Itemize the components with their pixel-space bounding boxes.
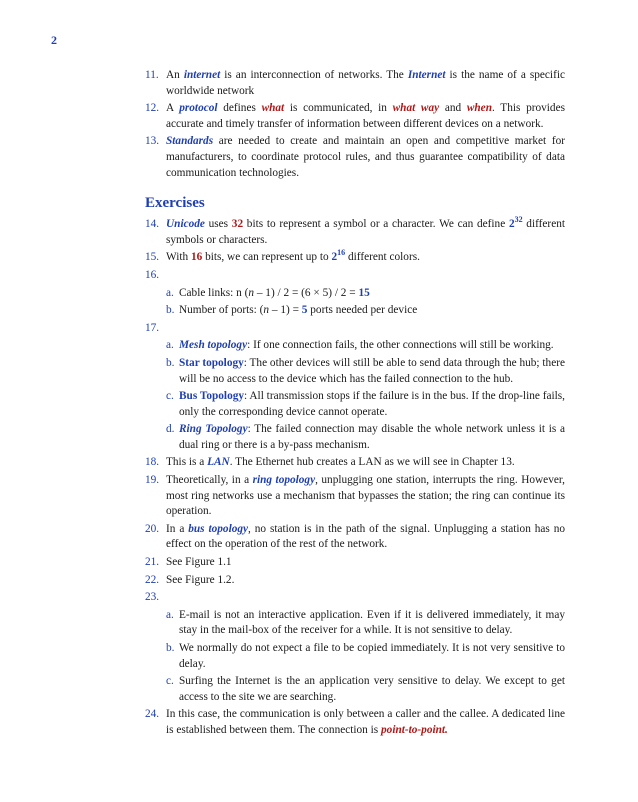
- item-number: 21.: [145, 556, 160, 569]
- text: , unplugging one station, interrupts the ring. However, most ring networks use a mechanism that bypasses the station; the ring can continue its operation.: [166, 474, 565, 518]
- list-item-15: [145, 250, 565, 266]
- page-number: 2: [51, 33, 57, 47]
- result-value: 15: [358, 286, 370, 299]
- text: bits, we can represent up to: [202, 251, 332, 264]
- term-lan: LAN: [207, 456, 230, 469]
- term-what: what: [261, 102, 285, 115]
- text: – 1) / 2 = (6 × 5) / 2 =: [254, 286, 359, 299]
- term-standards: Standards: [166, 135, 214, 148]
- item-number: 19.: [145, 474, 160, 487]
- power-exponent: 16: [337, 248, 346, 258]
- text: This is a: [166, 456, 208, 469]
- term-ring-topology: Ring Topology: [179, 423, 248, 436]
- sub-item-letter: a.: [166, 608, 174, 621]
- power-exponent: 32: [514, 215, 523, 225]
- text: is the name of a specific worldwide network: [166, 69, 565, 97]
- text: – 1) =: [269, 304, 302, 317]
- value-16: 16: [190, 251, 203, 264]
- sub-item-letter: c.: [166, 390, 174, 403]
- term-mesh-topology: Mesh topology: [179, 339, 248, 352]
- term-ring-topology: ring topology: [252, 474, 316, 487]
- item-number: 11.: [145, 69, 159, 81]
- list-item-16: [145, 268, 565, 284]
- text: With: [166, 251, 191, 264]
- sub-item-23b: [145, 641, 565, 672]
- sub-item-17d: [145, 422, 565, 453]
- variable-n: n: [263, 304, 270, 317]
- text: A: [166, 102, 180, 115]
- list-item-19: [145, 473, 565, 520]
- item-number: 20.: [145, 522, 160, 535]
- list-item-22: [145, 573, 565, 589]
- power-base: 2: [508, 218, 515, 231]
- sub-item-17c: [145, 389, 565, 420]
- term-internet: internet: [183, 69, 221, 81]
- text: bits to represent a symbol or a character. We can define: [243, 218, 509, 231]
- text: E-mail is not an interactive application. Even if it is delivered immediately, it may stay in the mail-box of the receiver for a while. It is not sensitive to delay.: [179, 608, 565, 637]
- term-internet-capital: Internet: [407, 69, 446, 81]
- text: is communicated, in: [284, 102, 393, 115]
- section-heading: Exercises: [145, 195, 205, 212]
- variable-n: n: [248, 286, 254, 299]
- list-item-14: [145, 217, 565, 248]
- sub-item-letter: b.: [166, 304, 175, 317]
- text: Number of ports: (: [179, 304, 264, 317]
- sub-item-letter: c.: [166, 675, 174, 688]
- text: We normally do not expect a file to be copied immediately. It is not very sensitive to delay.: [179, 642, 565, 670]
- text: . The Ethernet hub creates a LAN as we will see in Chapter 13.: [229, 456, 515, 469]
- sub-item-letter: d.: [166, 423, 175, 436]
- item-number: 13.: [145, 135, 160, 148]
- value-32: 32: [231, 218, 244, 231]
- text: In a: [166, 522, 189, 535]
- list-item-21: [145, 555, 565, 571]
- text: : The other devices will still be able to send data through the hub; there will be no access to the device which has the failed connection to the hub.: [179, 356, 565, 385]
- result-value: 5: [301, 304, 308, 317]
- sub-item-23a: [145, 608, 565, 639]
- text: Cable links: n (: [179, 286, 249, 299]
- term-protocol: protocol: [179, 102, 218, 115]
- page-content: [145, 68, 565, 741]
- text: defines: [217, 102, 262, 115]
- text: In this case, the communication is only between a caller and the callee. A dedicated line is established between them. The connection is: [166, 708, 565, 736]
- list-item-13: [145, 134, 565, 181]
- text: . This provides accurate and timely transfer of information between different devices on a network.: [166, 102, 565, 130]
- sub-item-17b: [145, 356, 565, 387]
- list-item-20: [145, 522, 565, 553]
- item-number: 22.: [145, 573, 160, 586]
- list-item-23: [145, 590, 565, 606]
- item-number: 12.: [145, 102, 160, 115]
- term-point-to-point: point-to-point.: [381, 723, 448, 736]
- term-what-way: what way: [392, 102, 440, 115]
- sub-item-16b: [145, 303, 565, 319]
- list-item-24: [145, 707, 565, 738]
- item-number: 24.: [145, 708, 160, 721]
- text: : The failed connection may disable the whole network unless it is a dual ring or there is a by-pass mechanism.: [179, 423, 565, 451]
- sub-item-letter: a.: [166, 286, 174, 299]
- sub-item-letter: a.: [166, 339, 174, 352]
- term-when: when: [466, 102, 492, 115]
- text: An: [166, 69, 184, 81]
- list-item-18: [145, 455, 565, 471]
- list-item-12: [145, 101, 565, 132]
- text: uses: [204, 218, 232, 231]
- item-number: 18.: [145, 456, 160, 469]
- sub-item-16a: [145, 286, 565, 302]
- item-number: 14.: [145, 218, 160, 231]
- item-number: 23.: [145, 591, 160, 604]
- text: ports needed per device: [307, 304, 418, 317]
- item-number: 15.: [145, 251, 160, 264]
- text: : If one connection fails, the other connections will still be working.: [247, 339, 554, 352]
- text: Surfing the Internet is the an application very sensitive to delay. We except to get access to the site we are searching.: [179, 675, 565, 703]
- list-item-17: [145, 321, 565, 337]
- text: See Figure 1.1: [166, 556, 232, 569]
- text: Theoretically, in a: [166, 474, 253, 487]
- term-bus-topology: Bus Topology: [179, 390, 245, 403]
- sub-item-letter: b.: [166, 642, 175, 654]
- item-number: 16.: [145, 268, 160, 281]
- text: See Figure 1.2.: [166, 573, 235, 586]
- text: different symbols or characters.: [166, 218, 565, 246]
- text: and: [439, 102, 467, 115]
- text: : All transmission stops if the failure is in the bus. If the drop-line fails, only the corresponding device cannot operate.: [179, 390, 565, 418]
- text: different colors.: [345, 251, 420, 264]
- power-base: 2: [331, 251, 338, 264]
- text: are needed to create and maintain an open and competitive market for manufacturers, to coordinate protocol rules, and thus guarantee compatibility of data communication technologies.: [166, 135, 565, 179]
- text: is an interconnection of networks. The: [220, 69, 408, 81]
- item-number: 17.: [145, 321, 160, 334]
- term-unicode: Unicode: [166, 218, 205, 231]
- list-item-11: [145, 68, 565, 99]
- text: , no station is in the path of the signal. Unplugging a station has no effect on the operation of the rest of the network.: [166, 522, 566, 551]
- term-star-topology: Star topology: [179, 356, 244, 369]
- sub-item-23c: [145, 674, 565, 705]
- sub-item-letter: b.: [166, 356, 175, 369]
- term-bus-topology: bus topology: [188, 522, 249, 535]
- sub-item-17a: [145, 338, 565, 354]
